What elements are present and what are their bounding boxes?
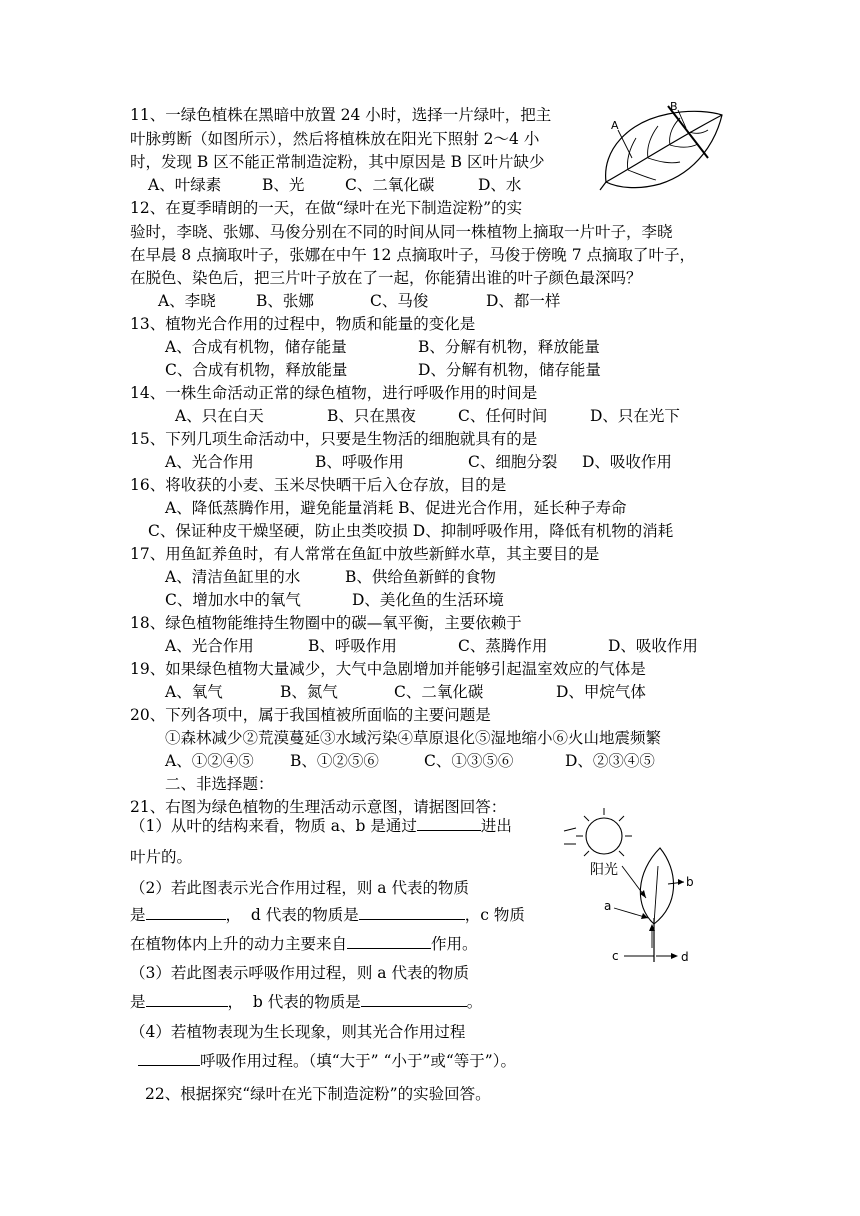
q13-option-a: A、合成有机物，储存能量 [165, 338, 347, 356]
q21-blank-1[interactable] [417, 815, 481, 831]
q11-line-3: 时，发现 B 区不能正常制造淀粉，其中原因是 B 区叶片缺少 [130, 153, 545, 171]
q14-option-a: A、只在白天 [175, 407, 264, 425]
q11-line-1: 11、一绿色植株在黑暗中放置 24 小时，选择一片绿叶，把主 [130, 106, 552, 124]
q12-option-b: B、张娜 [256, 292, 314, 310]
q18-option-b: B、呼吸作用 [308, 637, 397, 655]
q21-part-3-line-2: 是 ， b 代表的物质是 。 [130, 993, 483, 1011]
q19-option-d: D、甲烷气体 [556, 683, 646, 701]
q12-line-3: 在早晨 8 点摘取叶子，张娜在中午 12 点摘取叶子，马俊于傍晚 7 点摘取了叶子， [130, 246, 696, 264]
q13-stem: 13、植物光合作用的过程中，物质和能量的变化是 [130, 315, 476, 333]
q12-option-d: D、都一样 [486, 292, 561, 310]
q14-stem: 14、一株生命活动正常的绿色植物，进行呼吸作用的时间是 [130, 384, 538, 402]
q17-stem: 17、用鱼缸养鱼时，有人常常在鱼缸中放些新鲜水草，其主要目的是 [130, 545, 600, 563]
q21-part-2-line-2: 是 ， d 代表的物质是 ，c 物质 [130, 906, 525, 924]
q21-part-2-line-3: 在植物体内上升的动力主要来自 作用。 [130, 935, 478, 953]
q13-option-b: B、分解有机物，释放能量 [418, 338, 600, 356]
q19-option-c: C、二氧化碳 [394, 683, 484, 701]
q12-option-c: C、马俊 [370, 292, 429, 310]
q20-option-d: D、②③④⑤ [565, 752, 655, 770]
q21-blank-4[interactable] [138, 1050, 200, 1066]
q11-option-d: D、水 [478, 176, 522, 194]
sunlight-label: 阳光 [590, 862, 618, 878]
q17-option-c: C、增加水中的氧气 [165, 591, 301, 609]
q16-stem: 16、将收获的小麦、玉米尽快晒干后入仓存放，目的是 [130, 476, 507, 494]
label-d: d [681, 950, 689, 964]
sun-icon [586, 818, 622, 854]
q16-options-cd: C、保证种皮干燥坚硬，防止虫类咬损 D、抑制呼吸作用，降低有机物的消耗 [148, 522, 674, 540]
q12-option-a: A、李晓 [158, 292, 216, 310]
q18-option-a: A、光合作用 [165, 637, 254, 655]
q20-option-c: C、①③⑤⑥ [424, 752, 514, 770]
q20-stem: 20、下列各项中，属于我国植被所面临的主要问题是 [130, 706, 491, 724]
q22-stem: 22、根据探究“绿叶在光下制造淀粉”的实验回答。 [145, 1085, 491, 1103]
leaf-label-b: B [670, 100, 678, 113]
q21-part-4-line-1: （4）若植物表现为生长现象，则其光合作用过程 [130, 1023, 466, 1041]
q21-blank-2c[interactable] [347, 933, 431, 949]
plant-activity-diagram [556, 806, 716, 976]
q17-option-d: D、美化鱼的生活环境 [352, 591, 504, 609]
q21-part-2-line-1: （2）若此图表示光合作用过程，则 a 代表的物质 [130, 879, 469, 897]
leaf-diagram-figure [598, 100, 728, 195]
q21-blank-2d[interactable] [359, 904, 465, 920]
q21-blank-2a[interactable] [146, 904, 226, 920]
q15-option-a: A、光合作用 [165, 453, 254, 471]
q14-option-b: B、只在黑夜 [327, 407, 416, 425]
q21-blank-3b[interactable] [361, 991, 467, 1007]
label-a: a [604, 899, 612, 913]
q19-option-a: A、氧气 [165, 683, 223, 701]
q21-stem: 21、右图为绿色植物的生理活动示意图，请据图回答： [130, 798, 507, 816]
q11-option-a: A、叶绿素 [148, 176, 222, 194]
q20-option-b: B、①②⑤⑥ [290, 752, 379, 770]
q15-option-c: C、细胞分裂 [468, 453, 558, 471]
q13-option-c: C、合成有机物，释放能量 [165, 361, 348, 379]
q20-option-a: A、①②④⑤ [165, 752, 254, 770]
q12-line-4: 在脱色、染色后，把三片叶子放在了一起，你能猜出谁的叶子颜色最深吗？ [130, 269, 642, 287]
q21-part-3-line-1: （3）若此图表示呼吸作用过程，则 a 代表的物质 [130, 964, 469, 982]
q12-line-2: 验时，李晓、张娜、马俊分别在不同的时间从同一株植物上摘取一片叶子，李晓 [130, 223, 673, 241]
q11-line-2: 叶脉剪断（如图所示），然后将植株放在阳光下照射 2～4 小 [130, 130, 540, 148]
q13-option-d: D、分解有机物，储存能量 [418, 361, 601, 379]
q21-blank-3a[interactable] [146, 991, 228, 1007]
q14-option-c: C、任何时间 [458, 407, 548, 425]
q17-option-a: A、清洁鱼缸里的水 [165, 568, 301, 586]
q21-part-4-line-2: 呼吸作用过程。（填“大于” “小于”或“等于”）。 [138, 1050, 516, 1072]
q15-option-b: B、呼吸作用 [315, 453, 404, 471]
q14-option-d: D、只在光下 [590, 407, 680, 425]
q21-part-1-line: （1）从叶的结构来看，物质 a、b 是通过 进出 [130, 817, 512, 835]
q21-part-1-end: 叶片的。 [130, 848, 193, 866]
q20-items: ①森林减少②荒漠蔓延③水域污染④草原退化⑤湿地缩小⑥火山地震频繁 [165, 729, 662, 747]
q18-stem: 18、绿色植物能维持生物圈中的碳—氧平衡，主要依赖于 [130, 614, 522, 632]
q15-option-d: D、吸收作用 [582, 453, 672, 471]
q12-line-1: 12、在夏季晴朗的一天，在做“绿叶在光下制造淀粉”的实 [130, 199, 523, 217]
q18-option-c: C、蒸腾作用 [458, 637, 548, 655]
q16-options-ab: A、降低蒸腾作用，避免能量消耗 B、促进光合作用，延长种子寿命 [165, 499, 627, 517]
q18-option-d: D、吸收作用 [608, 637, 698, 655]
leaf-label-a: A [611, 119, 619, 132]
label-b: b [686, 875, 694, 889]
q19-option-b: B、氮气 [280, 683, 338, 701]
label-c: c [612, 949, 619, 963]
q17-option-b: B、供给鱼新鲜的食物 [345, 568, 496, 586]
q15-stem: 15、下列几项生命活动中，只要是生物活的细胞就具有的是 [130, 430, 538, 448]
section-heading-nonchoice: 二、非选择题： [165, 775, 274, 793]
q11-option-b: B、光 [262, 176, 305, 194]
q11-option-c: C、二氧化碳 [345, 176, 435, 194]
q19-stem: 19、如果绿色植物大量减少，大气中急剧增加并能够引起温室效应的气体是 [130, 660, 646, 678]
